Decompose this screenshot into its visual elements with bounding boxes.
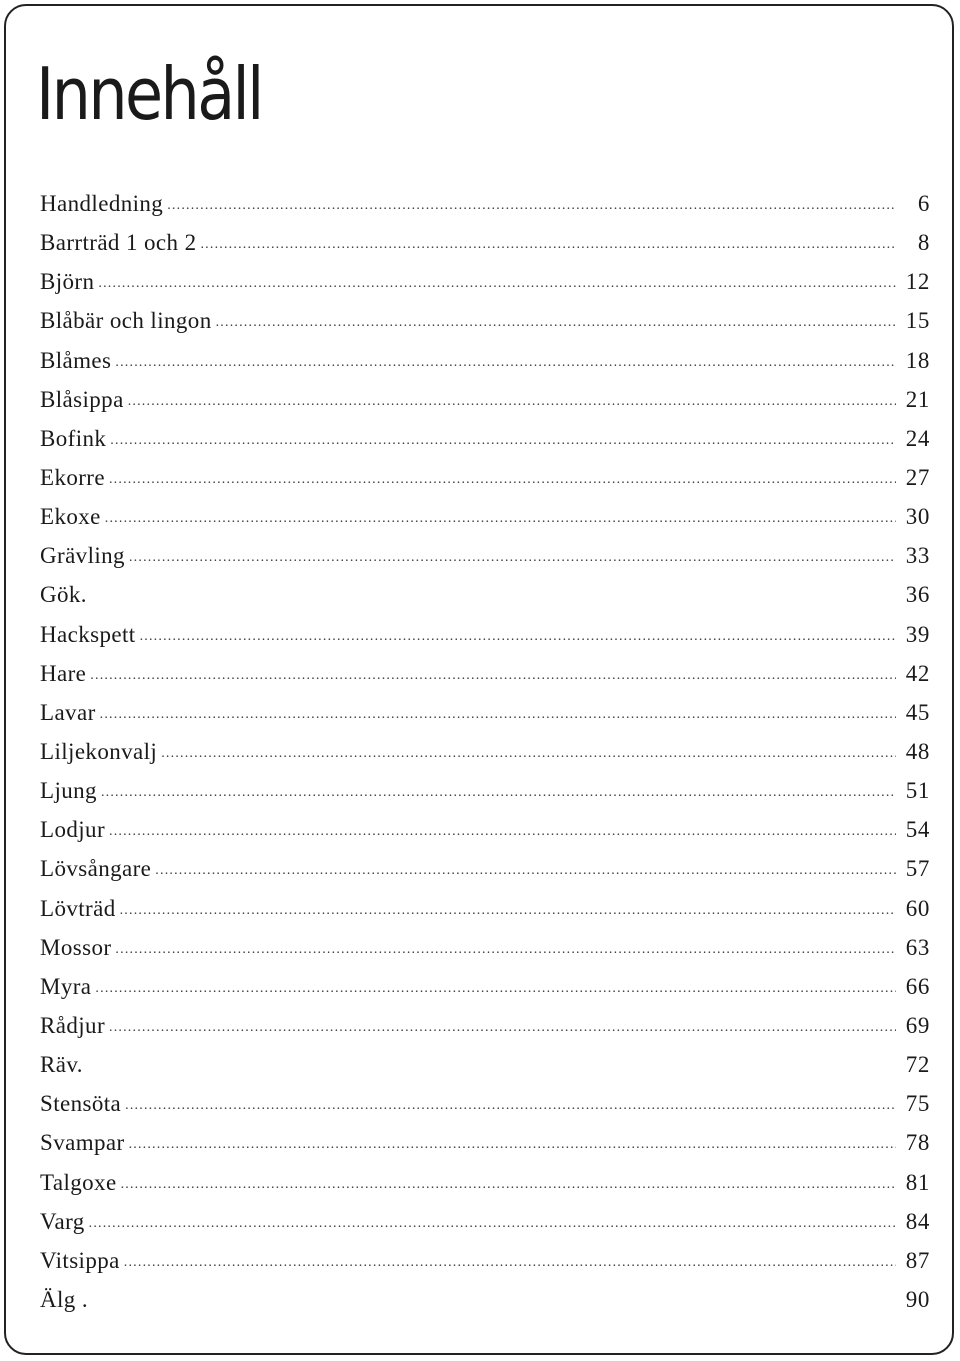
toc-entry-page-number: 8 xyxy=(917,230,930,256)
toc-entry xyxy=(40,1280,930,1319)
toc-dot-leader xyxy=(167,186,896,225)
toc-dot-leader xyxy=(155,851,896,890)
toc-entry-label: Stensöta xyxy=(40,1091,122,1117)
toc-entry-page-number: 69 xyxy=(905,1012,930,1038)
toc-entry xyxy=(40,967,930,1006)
toc-entry-label: Lövsångare xyxy=(40,856,152,882)
toc-dot-leader xyxy=(120,891,896,930)
toc-entry-label: Hackspett xyxy=(40,621,136,647)
toc-entry-page-number: 63 xyxy=(905,934,930,960)
toc-entry-label: Ekoxe xyxy=(40,504,101,530)
toc-entry-page-number: 87 xyxy=(905,1247,930,1273)
toc-dot-leader xyxy=(128,382,896,421)
toc-dot-leader xyxy=(200,225,896,264)
toc-entry-label: Talgoxe xyxy=(40,1169,117,1195)
toc-entry xyxy=(40,615,930,654)
toc-entry xyxy=(40,1006,930,1045)
toc-entry xyxy=(40,1123,930,1162)
toc-entry-label: Varg xyxy=(40,1208,85,1234)
toc-entry-label: Gök. xyxy=(40,582,87,608)
toc-entry-page-number: 54 xyxy=(905,817,930,843)
toc-entry xyxy=(40,693,930,732)
toc-entry xyxy=(40,301,930,340)
toc-entry-page-number: 36 xyxy=(905,582,930,608)
toc-entry xyxy=(40,810,930,849)
toc-entry-page-number: 66 xyxy=(905,973,930,999)
toc-entry-page-number: 75 xyxy=(905,1091,930,1117)
toc-entry-label: Handledning xyxy=(40,191,164,216)
toc-entry-label: Grävling xyxy=(40,543,125,569)
toc-entry-page-number: 45 xyxy=(905,699,930,725)
toc-entry-label: Bofink xyxy=(40,425,107,451)
toc-entry-label: Mossor xyxy=(40,934,112,960)
toc-dot-leader xyxy=(110,421,896,460)
toc-dot-leader xyxy=(109,460,896,499)
toc-entry-page-number: 21 xyxy=(905,386,930,412)
page-frame xyxy=(4,4,954,1355)
toc-entry xyxy=(40,497,930,536)
toc-entry-label: Lodjur xyxy=(40,817,105,843)
toc-entry xyxy=(40,380,930,419)
toc-entry xyxy=(40,928,930,967)
toc-entry-label: Lavar xyxy=(40,699,96,725)
toc-dot-leader xyxy=(100,695,896,734)
table-of-contents xyxy=(40,184,930,1319)
toc-entry xyxy=(40,1202,930,1241)
toc-entry-label: Blåmes xyxy=(40,347,112,373)
toc-entry xyxy=(40,771,930,810)
toc-entry xyxy=(40,419,930,458)
toc-dot-leader xyxy=(216,303,896,342)
toc-dot-leader xyxy=(129,1125,896,1164)
toc-entry-page-number: 90 xyxy=(905,1286,930,1312)
toc-entry-page-number: 30 xyxy=(905,504,930,530)
toc-entry-page-number: 72 xyxy=(905,1052,930,1078)
toc-entry xyxy=(40,732,930,771)
toc-entry-page-number: 84 xyxy=(905,1208,930,1234)
toc-entry-page-number: 6 xyxy=(917,191,930,216)
toc-dot-leader xyxy=(115,930,896,969)
toc-dot-leader xyxy=(121,1165,896,1204)
toc-entry xyxy=(40,184,930,223)
toc-entry-page-number: 81 xyxy=(905,1169,930,1195)
toc-dot-leader xyxy=(129,538,896,577)
toc-entry-page-number: 18 xyxy=(905,347,930,373)
toc-dot-leader xyxy=(98,264,896,303)
toc-dot-leader xyxy=(109,812,896,851)
toc-dot-leader xyxy=(115,343,896,382)
toc-entry-label: Blåbär och lingon xyxy=(40,308,212,334)
toc-entry xyxy=(40,575,930,614)
toc-entry-page-number: 60 xyxy=(905,895,930,921)
toc-entry-label: Liljekonvalj xyxy=(40,738,158,764)
toc-entry-page-number: 48 xyxy=(905,738,930,764)
toc-entry-label: Älg . xyxy=(40,1286,88,1312)
toc-entry-label: Hare xyxy=(40,660,87,686)
toc-entry-label: Björn xyxy=(40,269,95,295)
toc-dot-leader xyxy=(105,499,896,538)
toc-entry-page-number: 51 xyxy=(905,778,930,804)
toc-dot-leader xyxy=(95,969,896,1008)
toc-entry xyxy=(40,889,930,928)
toc-entry-page-number: 12 xyxy=(905,269,930,295)
toc-dot-leader xyxy=(125,1086,896,1125)
toc-entry-label: Ekorre xyxy=(40,464,105,490)
toc-entry-label: Barrträd 1 och 2 xyxy=(40,230,197,256)
toc-entry xyxy=(40,223,930,262)
toc-entry-label: Räv. xyxy=(40,1052,83,1078)
toc-dot-leader xyxy=(89,1204,896,1243)
page-title: Innehåll xyxy=(36,52,262,136)
toc-dot-leader xyxy=(101,773,896,812)
toc-entry xyxy=(40,458,930,497)
toc-entry xyxy=(40,1241,930,1280)
toc-dot-leader xyxy=(90,656,896,695)
toc-entry-page-number: 39 xyxy=(905,621,930,647)
toc-entry-page-number: 24 xyxy=(905,425,930,451)
toc-entry xyxy=(40,1084,930,1123)
toc-entry xyxy=(40,849,930,888)
toc-entry-page-number: 33 xyxy=(905,543,930,569)
toc-entry-label: Vitsippa xyxy=(40,1247,120,1273)
toc-dot-leader xyxy=(161,734,896,773)
toc-entry xyxy=(40,1045,930,1084)
toc-entry-page-number: 42 xyxy=(905,660,930,686)
toc-dot-leader xyxy=(109,1008,896,1047)
toc-entry-label: Blåsippa xyxy=(40,386,124,412)
toc-entry-page-number: 78 xyxy=(905,1130,930,1156)
toc-entry xyxy=(40,536,930,575)
toc-entry-page-number: 27 xyxy=(905,464,930,490)
toc-entry-label: Myra xyxy=(40,973,92,999)
toc-entry-page-number: 57 xyxy=(905,856,930,882)
toc-dot-leader xyxy=(140,617,896,656)
toc-entry xyxy=(40,654,930,693)
toc-entry-label: Rådjur xyxy=(40,1012,105,1038)
toc-entry-label: Svampar xyxy=(40,1130,125,1156)
toc-entry xyxy=(40,262,930,301)
toc-entry-label: Ljung xyxy=(40,778,97,804)
toc-entry-label: Lövträd xyxy=(40,895,116,921)
toc-entry xyxy=(40,341,930,380)
toc-dot-leader xyxy=(124,1243,896,1282)
toc-entry xyxy=(40,1163,930,1202)
toc-entry-page-number: 15 xyxy=(905,308,930,334)
